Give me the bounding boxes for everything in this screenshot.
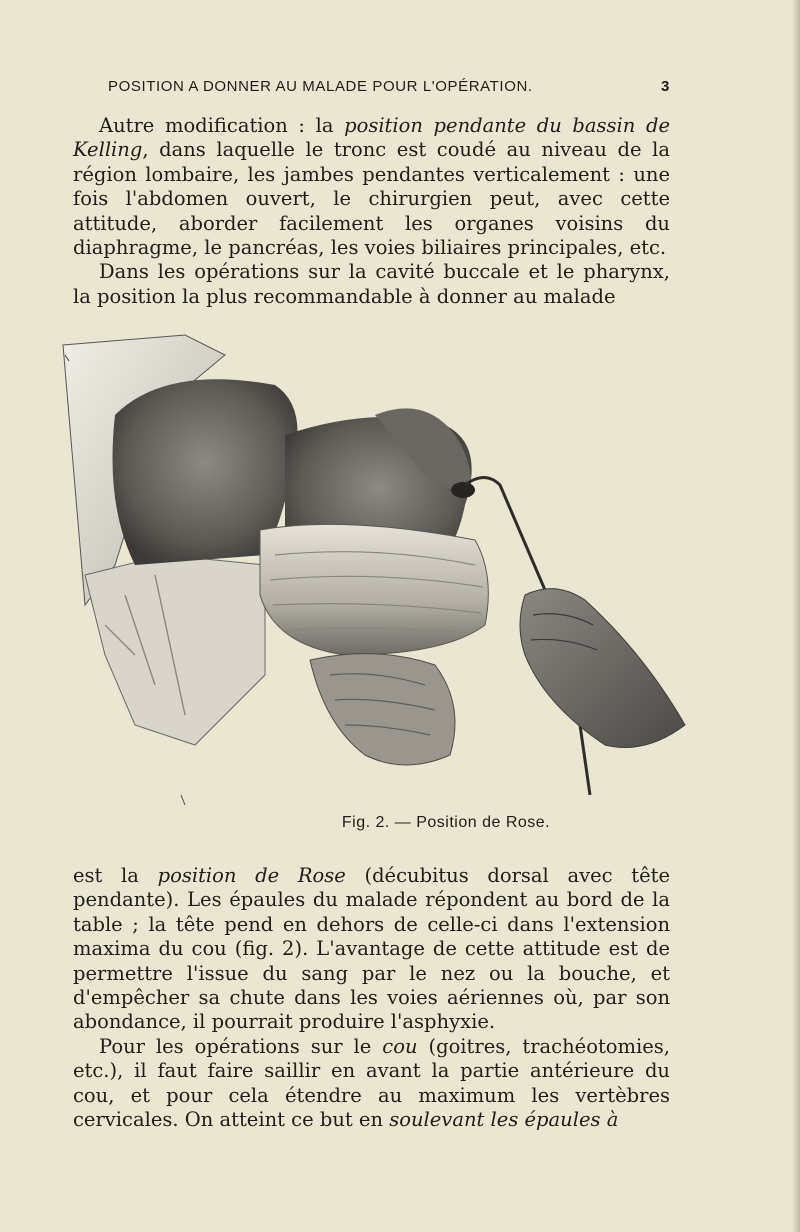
- paragraph-buccale: Dans les opérations sur la cavité buccale et le pharynx, la position la plus recommandable à donner au malade: [73, 260, 670, 308]
- emphasis-text: soulevant les épaules à: [389, 1108, 619, 1132]
- figure-caption: [0, 814, 800, 832]
- page-edge: [792, 0, 800, 1232]
- paragraph-kelling: [73, 114, 670, 260]
- paragraph-text: Autre modification : la: [99, 114, 345, 137]
- emphasis-text: cou: [382, 1034, 418, 1058]
- running-head: [108, 78, 670, 100]
- paragraph-cou: [73, 1035, 670, 1133]
- text-block-bottom: [73, 864, 670, 1132]
- position-de-rose-illustration: [45, 325, 700, 810]
- figure-caption-text: Fig. 2. — Position de Rose.: [341, 814, 551, 831]
- page-number: 3: [661, 78, 670, 95]
- figure-illustration: [45, 325, 700, 810]
- text-block-top: [73, 114, 670, 309]
- running-head-title: POSITION A DONNER AU MALADE POUR L'OPÉRATION.: [108, 78, 533, 95]
- paragraph-rose: [73, 864, 670, 1035]
- paragraph-text: est la: [73, 864, 158, 887]
- emphasis-text: position de Rose: [157, 864, 346, 887]
- paragraph-text: Pour les opérations sur le: [99, 1034, 383, 1058]
- paragraph-text: (décubitus dorsal avec tête pendante). Les épaules du malade répondent au bord de la table ; la tête pend en dehors de celle-ci dans l'extension maxima du cou (fig. 2). L'avantage de cette attitude est de permettre l'issue du sang par le nez ou la bouche, et d'empêcher sa chute dans les voies aériennes où, par son abondance, il pourrait produire l'asphyxie.: [73, 864, 670, 1034]
- paragraph-text: (goitres, trachéotomies, etc.), il faut faire saillir en avant la partie antérieure du cou, et pour cela étendre au maximum les vertèbres cervicales. On atteint ce but en: [73, 1034, 670, 1132]
- emphasis-text: position pendante du bassin de Kelling: [73, 114, 670, 162]
- paragraph-text: , dans laquelle le tronc est coudé au niveau de la région lombaire, les jambes pendantes verticalement : une fois l'abdomen ouvert, le chirurgien peut, avec cette attitude, aborder facilement les organes voisins du diaphragme, le pancréas, les voies biliaires principales, etc.: [73, 138, 670, 260]
